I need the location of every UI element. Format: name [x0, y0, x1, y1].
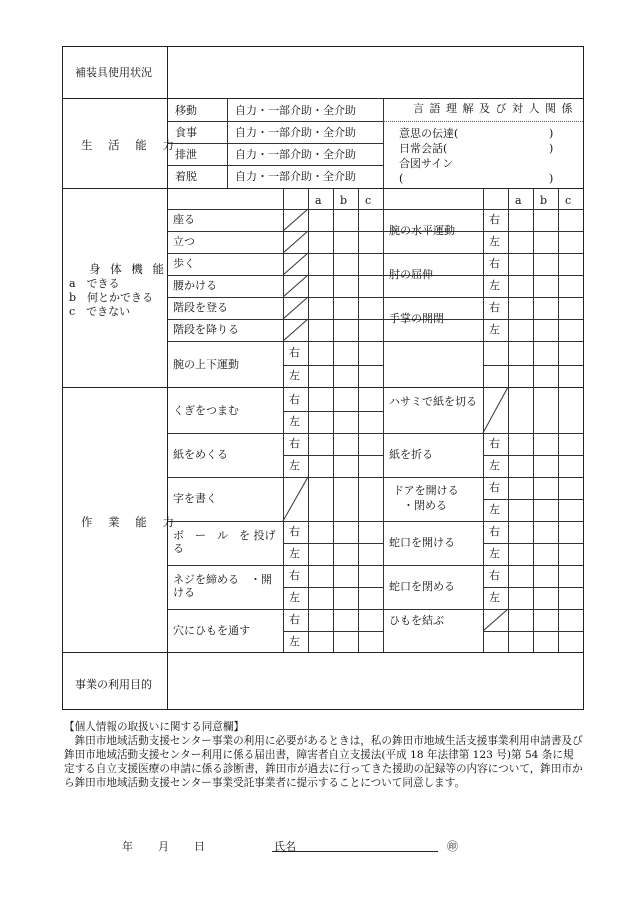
side-label-right: 右	[489, 525, 500, 538]
life-row-options[interactable]: 自力・一部介助・全介助	[235, 148, 356, 161]
name-field[interactable]	[272, 851, 438, 852]
side-label-left: 左	[289, 591, 300, 604]
work-item-label: ネジを締める ・開ける	[173, 573, 272, 599]
body-item-label: 座る	[173, 213, 195, 226]
language-header: 言 語 理 解 及 び 対 人 関 係	[413, 102, 574, 115]
language-close: )	[549, 172, 554, 185]
side-label-left: 左	[489, 279, 500, 292]
side-label-right: 右	[489, 481, 500, 494]
body-item-label: 手掌の開閉	[389, 312, 444, 325]
work-item-label: くぎをつまむ	[173, 404, 239, 417]
side-label-left: 左	[289, 547, 300, 560]
side-label-right: 右	[489, 301, 500, 314]
date-month[interactable]: 月	[158, 840, 169, 853]
life-row-options[interactable]: 自力・一部介助・全介助	[235, 104, 356, 117]
life-row-label: 食事	[175, 126, 197, 139]
consent-body: 鉾田市地域活動支援センター事業の利用に必要があるときは，私の鉾田市地域生活支援事業利用申請書及び鉾田市地域活動支援センター利用に係る届出書，障害者自立支援法(平成 18 年法律第 123 号)第 54 条に規定する自立支援医療の申請に係る診断書，鉾田市が過去に行ってきた援助の記録等の内容について，鉾田市から鉾田市地域活動支援センター事業受託事業者に提示することについて同意します。	[64, 735, 583, 789]
side-label-right: 右	[289, 613, 300, 626]
body-legend-item: c できない	[69, 305, 131, 318]
abc-header: b	[340, 194, 348, 207]
side-label-left: 左	[289, 415, 300, 428]
side-label-right: 右	[489, 437, 500, 450]
work-item-label: 蛇口を開ける	[389, 536, 455, 549]
work-item-label: ・閉める	[403, 499, 447, 512]
work-item-label: 字を書く	[173, 492, 217, 505]
abc-header: c	[365, 194, 372, 207]
body-item-label: 歩く	[173, 257, 195, 270]
work-item-label: ひもを結ぶ	[389, 614, 444, 627]
body-item-label: 肘の屈伸	[389, 268, 433, 281]
side-label-left: 左	[289, 369, 300, 382]
side-label-right: 右	[489, 257, 500, 270]
life-row-label: 移動	[175, 104, 197, 117]
language-close: )	[549, 127, 554, 140]
language-line[interactable]: 意思の伝達(	[399, 127, 459, 140]
name-label: 氏名	[274, 840, 296, 853]
side-label-right: 右	[289, 346, 300, 359]
consent-title: 【個人情報の取扱いに関する同意欄】	[64, 721, 245, 733]
abc-header: a	[315, 194, 322, 207]
application-form	[62, 46, 584, 710]
side-label-left: 左	[489, 235, 500, 248]
date-day[interactable]: 日	[194, 840, 205, 853]
diagonal-slashes	[283, 209, 308, 341]
work-item-label: ドアを開ける	[393, 484, 459, 497]
side-label-left: 左	[489, 547, 500, 560]
side-label-left: 左	[289, 635, 300, 648]
language-line[interactable]: 合図サイン	[399, 157, 454, 170]
aids-label: 補装具使用状況	[75, 66, 152, 79]
body-legend-item: a できる	[69, 277, 120, 290]
side-label-left: 左	[489, 591, 500, 604]
abc-header: c	[565, 194, 572, 207]
body-item-label: 腕の上下運動	[173, 358, 239, 371]
diagonal-slash	[483, 387, 508, 433]
side-label-left: 左	[489, 323, 500, 336]
diagonal-slash	[283, 477, 308, 521]
purpose-label: 事業の利用目的	[75, 678, 152, 691]
work-item-label: ハサミで紙を切る	[389, 395, 477, 408]
purpose-field[interactable]	[169, 654, 581, 708]
body-item-label: 腰かける	[173, 279, 217, 292]
side-label-right: 右	[489, 213, 500, 226]
work-item-label: 紙を折る	[389, 448, 433, 461]
body-section-label: 身 体 機 能	[89, 262, 167, 276]
side-label-right: 右	[489, 569, 500, 582]
body-item-label: 立つ	[173, 235, 195, 248]
work-item-label: 蛇口を閉める	[389, 580, 455, 593]
language-close: )	[549, 142, 554, 155]
date-year[interactable]: 年	[122, 840, 133, 853]
side-label-left: 左	[489, 503, 500, 516]
seal-mark: ㊞	[447, 840, 458, 853]
body-item-label: 階段を降りる	[173, 323, 239, 336]
language-line[interactable]: (	[399, 172, 404, 185]
side-label-left: 左	[289, 459, 300, 472]
work-item-label: 穴にひもを通す	[173, 624, 250, 637]
side-label-right: 右	[289, 525, 300, 538]
life-row-label: 着脱	[175, 170, 197, 183]
side-label-right: 右	[289, 393, 300, 406]
abc-header: b	[540, 194, 548, 207]
side-label-left: 左	[489, 459, 500, 472]
work-section-label: 作 業 能 力	[81, 515, 180, 529]
consent-block	[64, 720, 584, 790]
life-row-options[interactable]: 自力・一部介助・全介助	[235, 170, 356, 183]
work-item-label: 紙をめくる	[173, 448, 228, 461]
diagonal-slash	[483, 609, 508, 631]
aids-field[interactable]	[169, 48, 581, 97]
work-item-label: ボ ー ル を 投げ る	[173, 529, 276, 555]
body-item-label: 階段を登る	[173, 301, 228, 314]
body-item-label: 腕の水平運動	[389, 224, 455, 237]
life-row-label: 排泄	[175, 148, 197, 161]
language-line[interactable]: 日常会話(	[399, 142, 448, 155]
abc-header: a	[515, 194, 522, 207]
side-label-right: 右	[289, 437, 300, 450]
body-legend-item: b 何とかできる	[69, 291, 154, 304]
life-section-label: 生 活 能 力	[81, 138, 180, 152]
side-label-right: 右	[289, 569, 300, 582]
life-row-options[interactable]: 自力・一部介助・全介助	[235, 126, 356, 139]
